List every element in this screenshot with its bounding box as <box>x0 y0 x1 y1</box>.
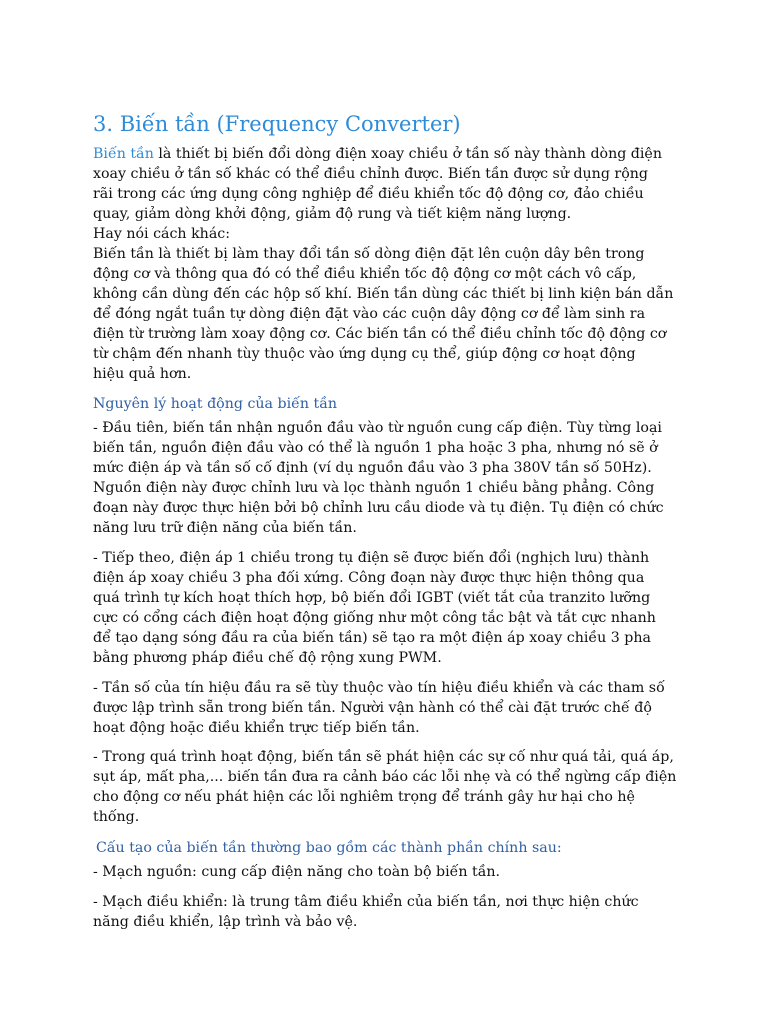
text-line: biến tần, nguồn điện đầu vào có thể là nguồn 1 pha hoặc 3 pha, nhưng nó sẽ ở <box>93 440 658 456</box>
text-line: - Tiếp theo, điện áp 1 chiều trong tụ điện sẽ được biến đổi (nghịch lưu) thành <box>93 550 650 566</box>
text-line: hiệu quả hơn. <box>93 366 192 382</box>
structure-paragraph-2 <box>93 892 683 932</box>
text-line: động cơ và thông qua đó có thể điều khiển tốc độ động cơ một cách vô cấp, <box>93 266 637 282</box>
section-heading-principle: Nguyên lý hoạt động của biến tần <box>93 396 338 412</box>
structure-paragraph-1 <box>93 862 683 882</box>
text-line <box>93 144 683 164</box>
text-line: - Mạch nguồn: cung cấp điện năng cho toàn bộ biến tần. <box>93 864 501 880</box>
principle-paragraph-2 <box>93 548 683 668</box>
text-line: điện từ trường làm xoay động cơ. Các biến tần có thể điều chỉnh tốc độ động cơ <box>93 326 667 342</box>
principle-paragraph-4 <box>93 747 683 827</box>
text-line: quá trình tự kích hoạt thích hợp, bộ biến đổi IGBT (viết tắt của tranzito lưỡng <box>93 590 651 606</box>
text-line: bằng phương pháp điều chế độ rộng xung PWM. <box>93 650 442 666</box>
text-line: năng lưu trữ điện năng của biến tần. <box>93 520 357 536</box>
text-line: mức điện áp và tần số cố định (ví dụ nguồn đầu vào 3 pha 380V tần số 50Hz). <box>93 460 652 476</box>
text-line: đoạn này được thực hiện bởi bộ chỉnh lưu cầu diode và tụ điện. Tụ điện có chức <box>93 500 664 516</box>
text-line: cho động cơ nếu phát hiện các lỗi nghiêm trọng để tránh gây hư hại cho hệ <box>93 789 635 805</box>
text-line: cực có cổng cách điện hoạt động giống như một công tắc bật và tắt cực nhanh <box>93 610 656 626</box>
text-line-rest: là thiết bị biến đổi dòng điện xoay chiều ở tần số này thành dòng điện <box>153 146 662 162</box>
text-line: từ chậm đến nhanh tùy thuộc vào ứng dụng cụ thể, giúp động cơ hoạt động <box>93 346 636 362</box>
text-line: được lập trình sẵn trong biến tần. Người vận hành có thể cài đặt trước chế độ <box>93 700 652 716</box>
principle-paragraph-1 <box>93 418 683 538</box>
text-line: quay, giảm dòng khởi động, giảm độ rung và tiết kiệm năng lượng. <box>93 206 572 222</box>
text-line: xoay chiều ở tần số khác có thể điều chỉnh được. Biến tần được sử dụng rộng <box>93 166 648 182</box>
text-line: để đóng ngắt tuần tự dòng điện đặt vào các cuộn dây động cơ để làm sinh ra <box>93 306 646 322</box>
text-line: sụt áp, mất pha,... biến tần đưa ra cảnh báo các lỗi nhẹ và có thể ngừng cấp điện <box>93 769 677 785</box>
text-line: Nguồn điện này được chỉnh lưu và lọc thành nguồn 1 chiều bằng phẳng. Công <box>93 480 655 496</box>
text-line: - Mạch điều khiển: là trung tâm điều khiển của biến tần, nơi thực hiện chức <box>93 894 639 910</box>
text-line: không cần dùng đến các hộp số khí. Biến tần dùng các thiết bị linh kiện bán dẫn <box>93 286 674 302</box>
text-line: Biến tần là thiết bị làm thay đổi tần số dòng điện đặt lên cuộn dây bên trong <box>93 246 645 262</box>
intro-paragraph <box>93 144 683 384</box>
text-line: rãi trong các ứng dụng công nghiệp để điều khiển tốc độ động cơ, đảo chiều <box>93 186 644 202</box>
text-line: - Tần số của tín hiệu đầu ra sẽ tùy thuộc vào tín hiệu điều khiển và các tham số <box>93 680 665 696</box>
bien-tan-link[interactable]: Biến tần <box>93 146 154 162</box>
page-title: 3. Biến tần (Frequency Converter) <box>93 112 461 136</box>
text-line: hoạt động hoặc điều khiển trực tiếp biến tần. <box>93 720 420 736</box>
text-line: - Đầu tiên, biến tần nhận nguồn đầu vào từ nguồn cung cấp điện. Tùy từng loại <box>93 420 662 436</box>
text-line: - Trong quá trình hoạt động, biến tần sẽ phát hiện các sự cố như quá tải, quá áp, <box>93 749 674 765</box>
text-line: điện áp xoay chiều 3 pha đối xứng. Công đoạn này được thực hiện thông qua <box>93 570 645 586</box>
principle-paragraph-3 <box>93 678 683 738</box>
text-line: để tạo dạng sóng đầu ra của biến tần) sẽ tạo ra một điện áp xoay chiều 3 pha <box>93 630 651 646</box>
section-heading-structure: Cấu tạo của biến tần thường bao gồm các thành phần chính sau: <box>96 840 562 856</box>
text-line: thống. <box>93 809 140 825</box>
text-line: Hay nói cách khác: <box>93 226 230 242</box>
text-line: năng điều khiển, lập trình và bảo vệ. <box>93 914 358 930</box>
